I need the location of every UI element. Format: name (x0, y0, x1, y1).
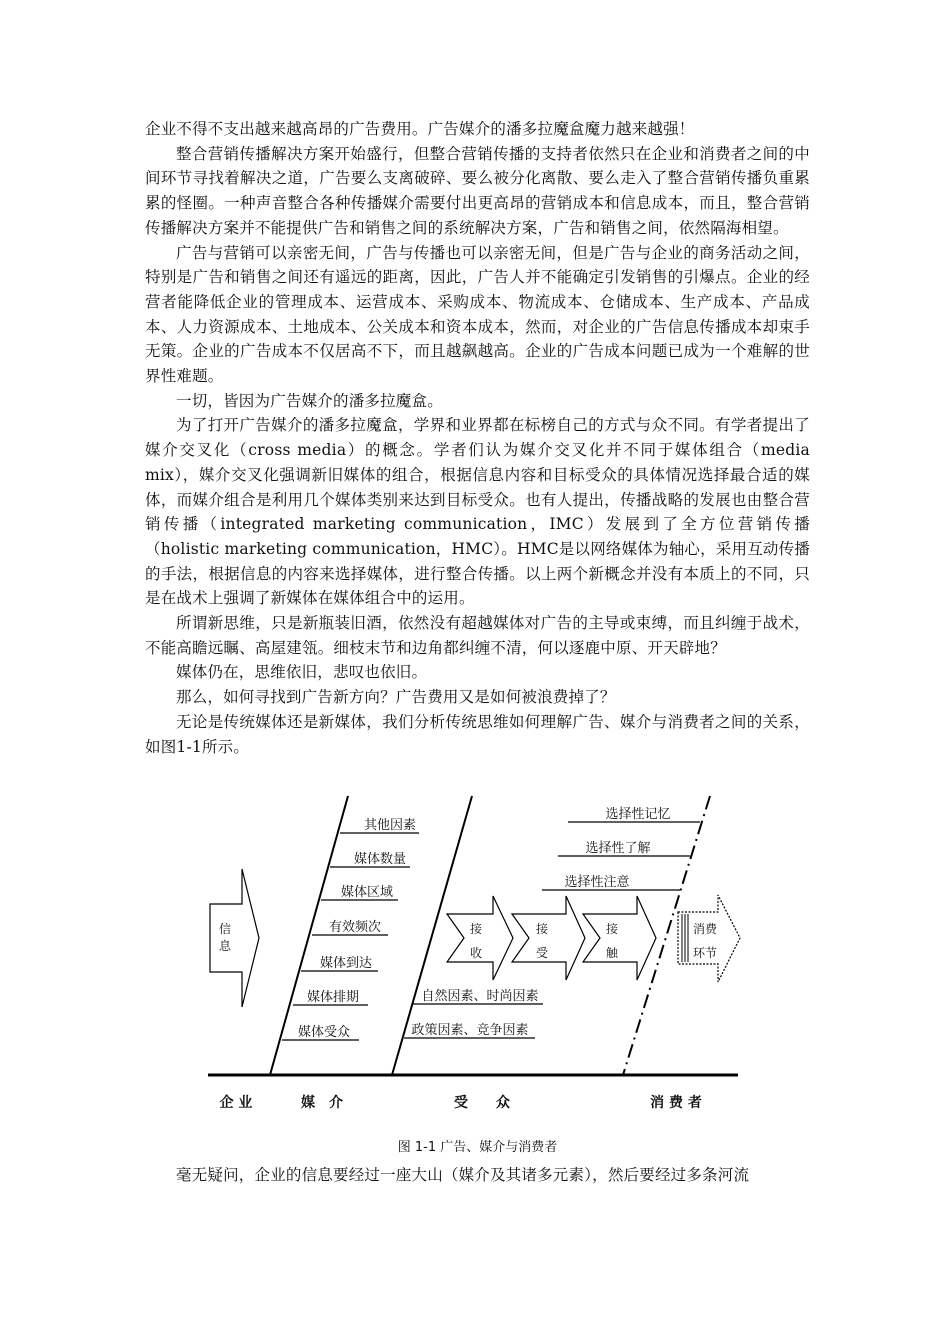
consumer-arrow (678, 895, 740, 982)
paragraph: 整合营销传播解决方案开始盛行，但整合营销传播的支持者依然只在企业和消费者之间的中间环节寻找着解决之道，广告要么支离破碎、要么被分化离散、要么走入了整合营销传播负重累累的怪圈。一种声音整合各种传播媒介需要付出更高昂的营销成本和信息成本，而且，整合营销传播解决方案并不能提供广告和销售之间的系统解决方案，广告和销售之间，依然隔海相望。 (145, 144, 810, 237)
selectivity-label: 选择性了解 (585, 841, 651, 856)
body-text (145, 117, 810, 759)
paragraph: 为了打开广告媒介的潘多拉魔盒，学界和业界都在标榜自己的方式与众不同。有学者提出了媒介交叉化（cross media）的概念。学者们认为媒介交叉化并不同于媒体组合（media mix），媒介交叉化强调新旧媒体的组合，根据信息内容和目标受众的具体情况选择最合适的媒体，而媒介组合是利用几个媒体类别来达到目标受众。也有人提出，传播战略的发展也由整合营销传播（integrated marketing communication，IMC）发展到了全方位营销传播（holistic marketing communication，HMC）。HMC是以网络媒体为轴心，采用互动传播的手法，根据信息的内容来选择媒体，进行整合传播。以上两个新概念并没有本质上的不同，只是在战术上强调了新媒体在媒体组合中的运用。 (145, 416, 811, 608)
body-text-continued (145, 1163, 810, 1188)
media-factor-label: 媒体到达 (319, 956, 373, 971)
accept-arrow-label: 接 (535, 922, 549, 936)
enterprise-label: 企 业 (219, 1095, 253, 1111)
selectivity-label: 选择性注意 (564, 875, 630, 890)
paragraph: 毫无疑问，企业的信息要经过一座大山（媒介及其诸多元素），然后要经过多条河流 (176, 1166, 750, 1184)
paragraph: 那么，如何寻找到广告新方向？广告费用又是如何被浪费掉了？ (176, 688, 616, 707)
accept-arrow (512, 896, 585, 980)
info-arrow (210, 869, 259, 1007)
contact-arrow (583, 896, 656, 980)
receive-arrow-label: 接 (469, 922, 483, 936)
paragraph: 无论是传统媒体还是新媒体，我们分析传统思维如何理解广告、媒介与消费者之间的关系，如图1-1所示。 (145, 712, 810, 756)
paragraph: 一切，皆因为广告媒介的潘多拉魔盒。 (176, 391, 443, 410)
media-factor-label: 媒体区域 (340, 885, 394, 900)
media-factor-label: 媒体排期 (306, 990, 360, 1005)
paragraph: 媒体仍在，思维依旧，悲叹也依旧。 (176, 663, 428, 682)
audience-factor-label: 自然因素、时尚因素 (421, 989, 539, 1004)
info-arrow-label: 息 (218, 939, 232, 953)
media-factor-label: 媒体受众 (297, 1025, 351, 1040)
accept-arrow-label: 受 (535, 946, 549, 960)
paragraph: 所谓新思维，只是新瓶装旧酒，依然没有超越媒体对广告的主导或束缚，而且纠缠于战术，不能高瞻远瞩、高屋建瓴。细枝末节和边角都纠缠不清，何以逐鹿中原、开天辟地？ (145, 614, 810, 657)
contact-arrow-label: 接 (605, 922, 619, 936)
figure-1-1 (200, 792, 750, 1122)
media-factor-label: 媒体数量 (353, 852, 407, 867)
consumer-arrow-label: 环节 (692, 946, 718, 960)
audience-label: 受 众 (454, 1095, 510, 1111)
media-factor-label: 有效频次 (328, 920, 382, 935)
receive-arrow (447, 896, 513, 980)
media-label: 媒 介 (301, 1095, 343, 1111)
paragraph: 企业不得不支出越来越高昂的广告费用。广告媒介的潘多拉魔盒魔力越来越强！ (145, 120, 695, 138)
selectivity-label: 选择性记忆 (605, 807, 671, 822)
consumer-arrow-label: 消费 (692, 922, 718, 936)
media-factor-label: 其他因素 (363, 818, 417, 833)
figure-caption: 图 1-1 广告、媒介与消费者 (397, 1140, 558, 1155)
consumer-label: 消 费 者 (650, 1095, 702, 1111)
info-arrow-label: 信 (218, 922, 232, 936)
contact-arrow-label: 触 (605, 946, 619, 960)
paragraph: 广告与营销可以亲密无间，广告与传播也可以亲密无间，但是广告与企业的商务活动之间，特别是广告和销售之间还有遥远的距离，因此，广告人并不能确定引发销售的引爆点。企业的经营者能降低企业的管理成本、运营成本、采购成本、物流成本、仓储成本、生产成本、产品成本、人力资源成本、土地成本、公关成本和资本成本，然而，对企业的广告信息传播成本却束手无策。企业的广告成本不仅居高不下，而且越飙越高。企业的广告成本问题已成为一个难解的世界性难题。 (145, 243, 810, 386)
audience-factor-label: 政策因素、竞争因素 (411, 1023, 529, 1038)
receive-arrow-label: 收 (469, 946, 483, 960)
